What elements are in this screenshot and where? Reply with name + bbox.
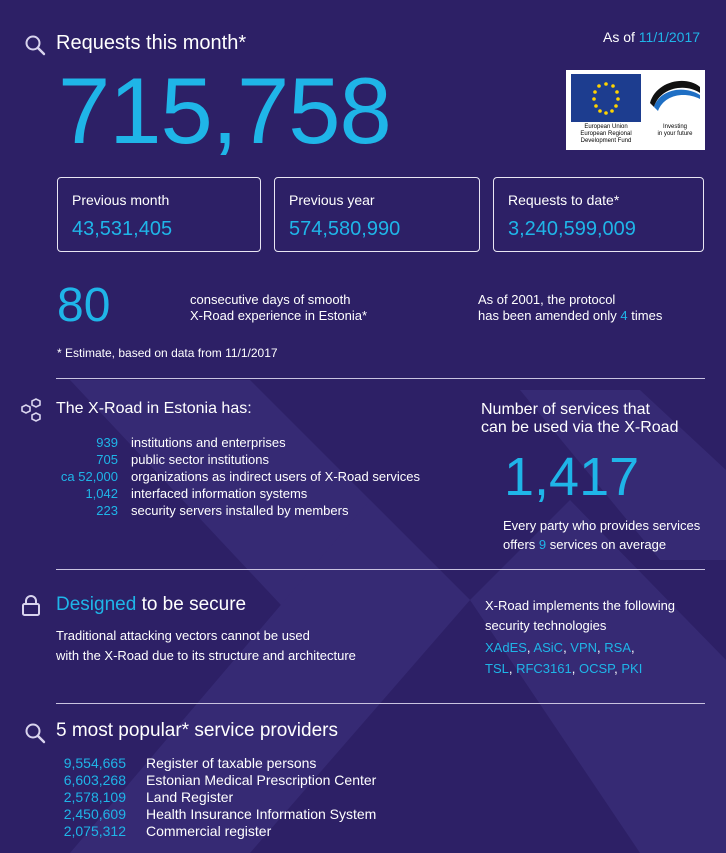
- services-title: Number of services that can be used via the X-Road: [481, 401, 679, 436]
- tech-item: OCSP: [578, 661, 615, 676]
- search-icon: [24, 722, 46, 744]
- popular-title: 5 most popular* service providers: [56, 720, 338, 741]
- secure-description: Traditional attacking vectors cannot be used with the X-Road due to its structure and architecture: [56, 628, 356, 663]
- list-item: 2,075,312 Commercial register: [63, 823, 272, 839]
- protocol-description: As of 2001, the protocol has been amended only 4 times: [478, 292, 663, 323]
- lock-icon: [20, 594, 42, 618]
- secure-title: Designed to be secure: [56, 594, 247, 615]
- list-item: 705 public sector institutions: [96, 452, 270, 467]
- stat-label: Previous year: [289, 192, 375, 208]
- stat-requests-to-date: [493, 177, 704, 252]
- tech-item: TSL: [485, 661, 509, 676]
- as-of-date: As of 11/1/2017: [603, 29, 701, 45]
- estonia-emblem-icon: [646, 73, 702, 121]
- list-item: 9,554,665 Register of taxable persons: [63, 755, 317, 771]
- list-item: 223 security servers installed by members: [96, 503, 349, 518]
- stat-label: Previous month: [72, 192, 170, 208]
- list-item: ca 52,000 organizations as indirect users of X-Road services: [60, 469, 421, 484]
- list-item: 6,603,268 Estonian Medical Prescription Center: [63, 772, 377, 788]
- tech-list-row1: XAdES, ASiC, VPN, RSA,: [485, 640, 635, 655]
- tech-item: VPN: [570, 640, 598, 655]
- page-title: Requests this month*: [56, 32, 247, 54]
- stat-value: 43,531,405: [72, 218, 173, 240]
- list-item: 1,042 interfaced information systems: [85, 486, 308, 501]
- eu-fund-label: European Union European Regional Development Fund: [580, 124, 632, 144]
- estimate-note: * Estimate, based on data from 11/1/2017: [57, 346, 278, 360]
- days-number: 80: [57, 279, 111, 332]
- stat-previous-month: [57, 177, 261, 252]
- eu-flag-icon: [571, 74, 641, 122]
- hexagon-network-icon: [16, 397, 46, 425]
- divider: [56, 378, 705, 379]
- search-icon: [24, 34, 46, 56]
- divider: [56, 703, 705, 704]
- stat-value: 3,240,599,009: [508, 218, 636, 240]
- requests-big-number: 715,758: [58, 58, 391, 163]
- divider: [56, 569, 705, 570]
- tech-list-row2: TSL, RFC3161, OCSP, PKI: [485, 661, 643, 676]
- tech-item: XAdES: [485, 640, 527, 655]
- stat-label: Requests to date*: [508, 192, 620, 208]
- days-description: consecutive days of smooth X-Road experience in Estonia*: [190, 292, 368, 323]
- list-item: 2,578,109 Land Register: [63, 789, 234, 805]
- services-number: 1,417: [504, 447, 640, 507]
- tech-item: ASiC: [533, 640, 564, 655]
- tech-item: PKI: [621, 661, 643, 676]
- list-item: 939 institutions and enterprises: [96, 435, 286, 450]
- tech-item: RSA: [604, 640, 631, 655]
- services-description: Every party who provides services offers 9 services on average: [503, 518, 701, 552]
- funding-logos: [566, 70, 705, 150]
- stat-value: 574,580,990: [289, 218, 401, 240]
- stat-previous-year: [274, 177, 480, 252]
- list-item: 2,450,609 Health Insurance Information System: [63, 806, 377, 822]
- estonia-fund-label: Investing in your future: [657, 124, 693, 137]
- estonia-section-title: The X-Road in Estonia has:: [56, 400, 252, 417]
- tech-item: RFC3161: [516, 661, 572, 676]
- tech-description: X-Road implements the following security technologies: [485, 598, 676, 633]
